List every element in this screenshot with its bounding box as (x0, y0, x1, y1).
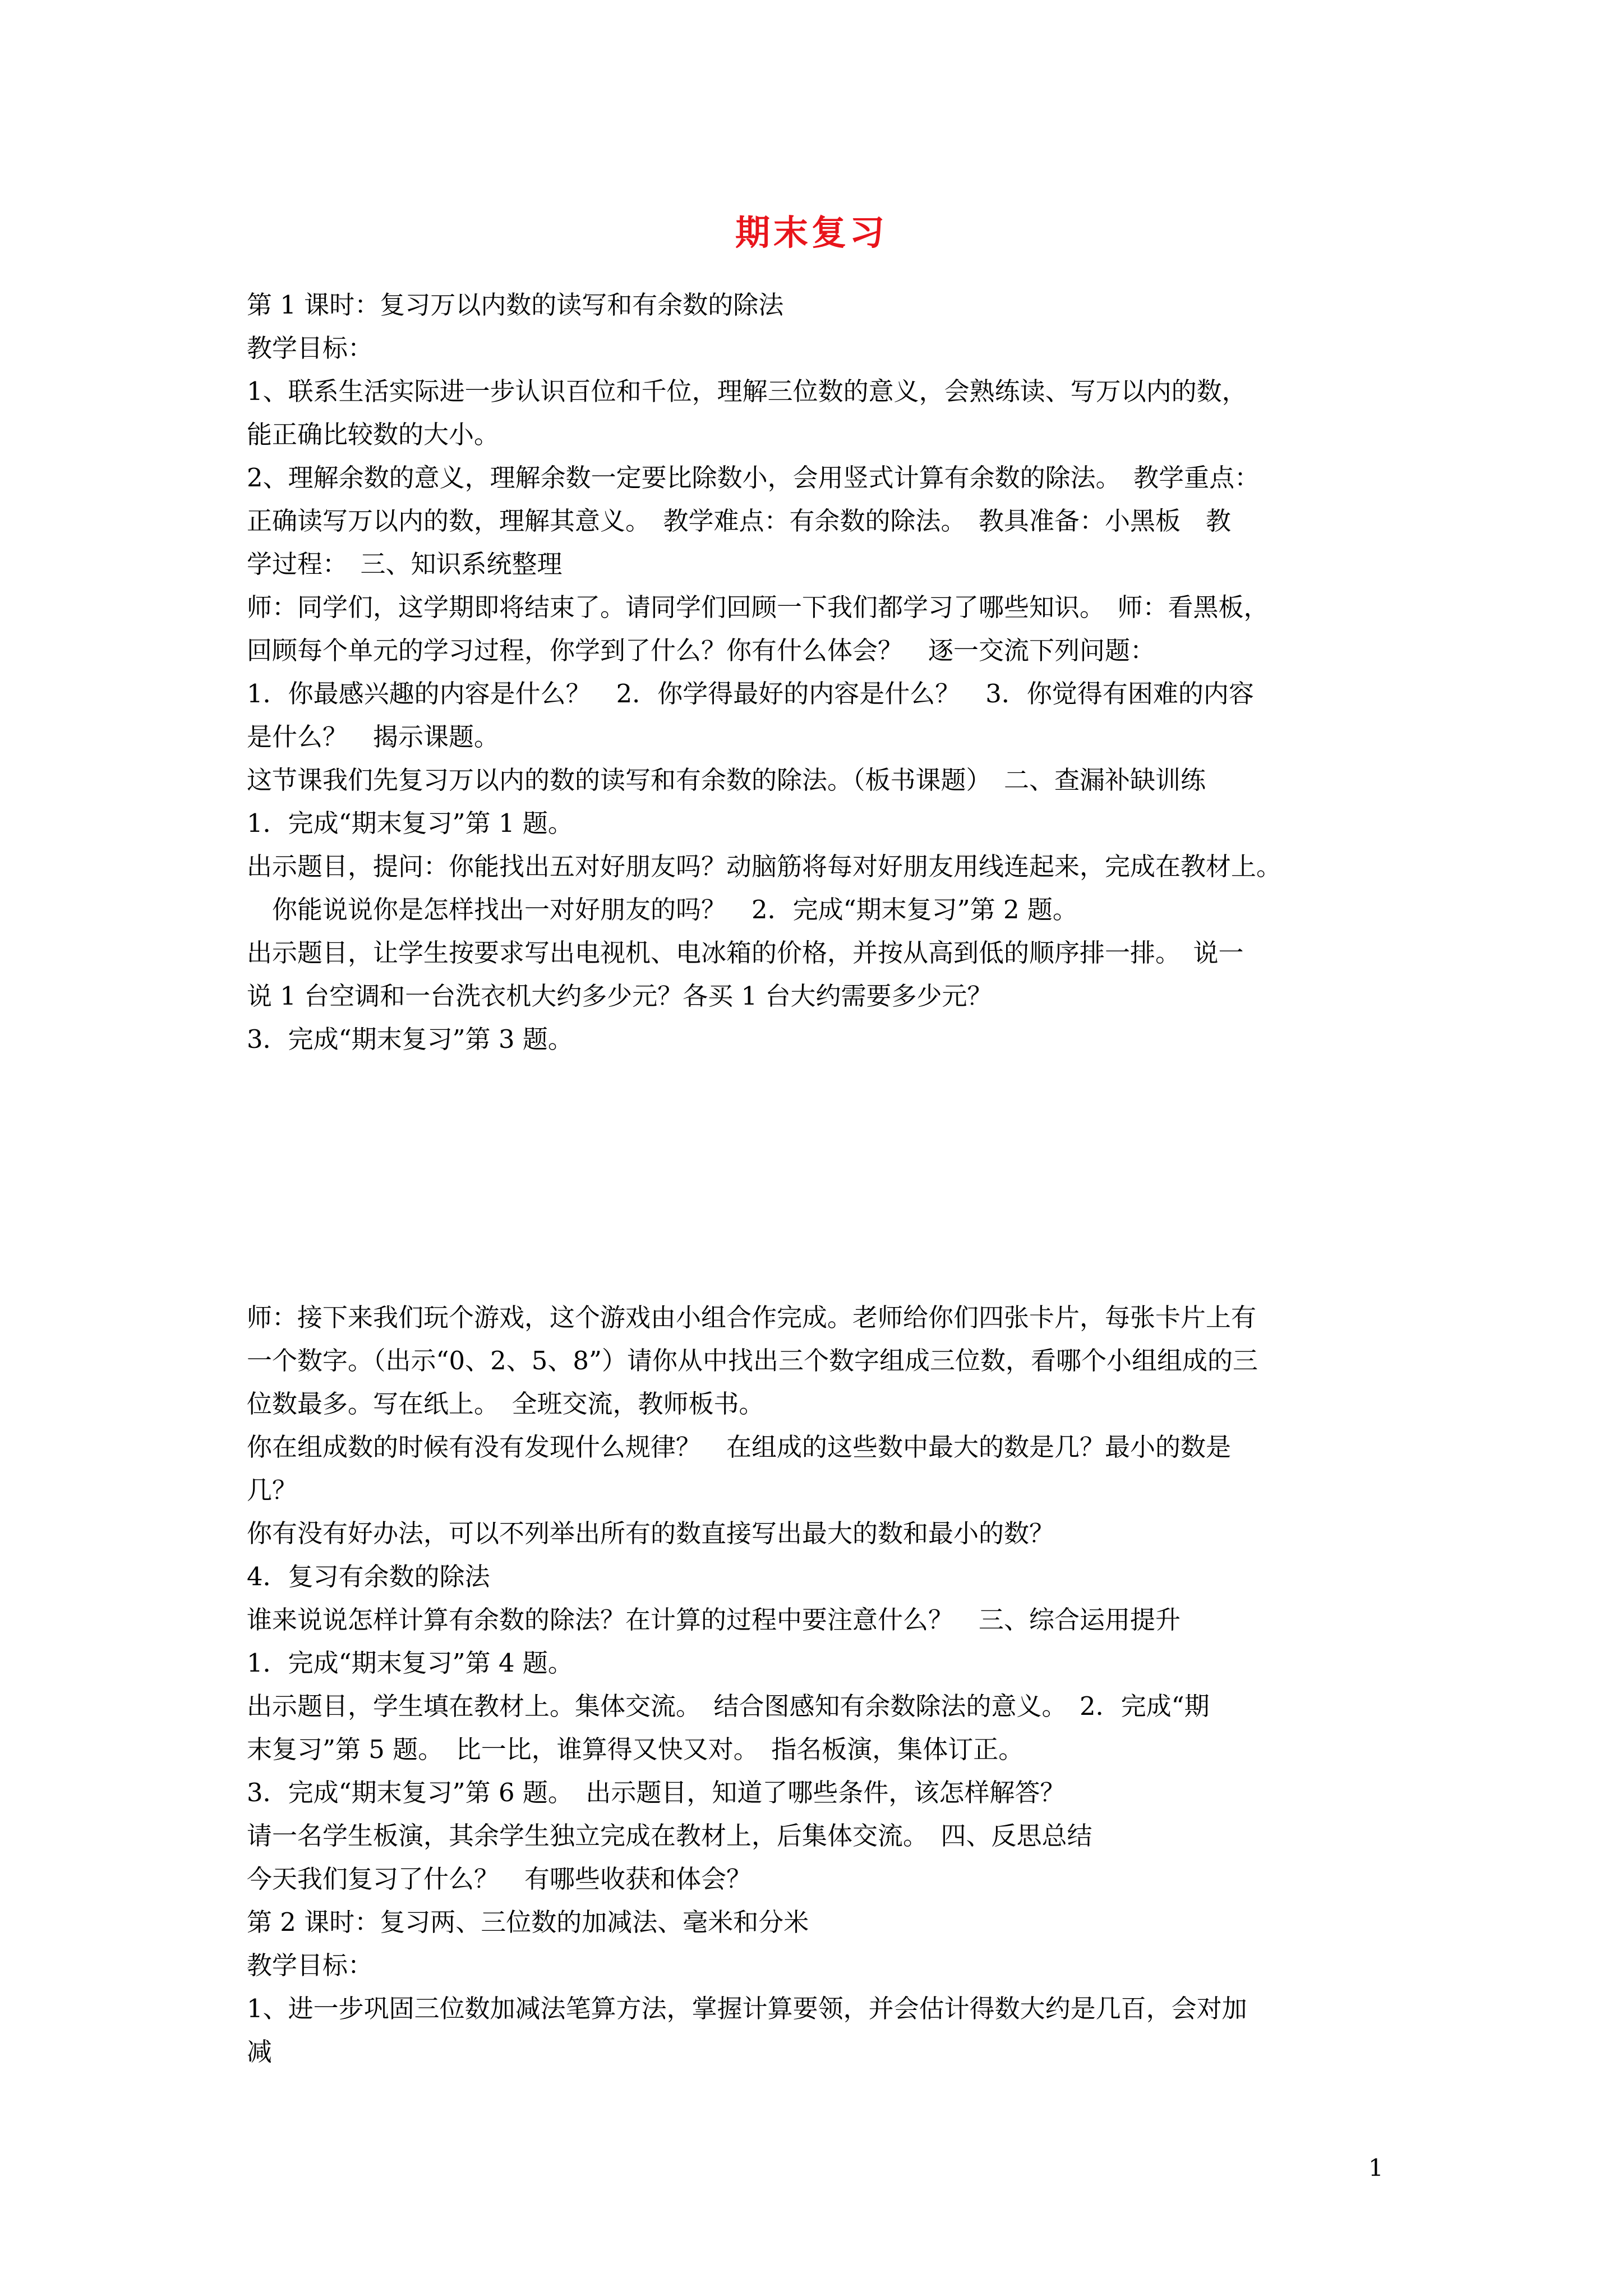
paragraph-line: 回顾每个单元的学习过程，你学到了什么？你有什么体会？ 逐一交流下列问题： (247, 636, 1156, 665)
paragraph-line: 1．完成“期末复习”第 1 题。 (247, 808, 573, 838)
paragraph-line: 位数最多。写在纸上。 全班交流，教师板书。 (247, 1389, 764, 1419)
paragraph-line: 师：接下来我们玩个游戏，这个游戏由小组合作完成。老师给你们四张卡片，每张卡片上有 (247, 1303, 1257, 1332)
paragraph-line: 谁来说说怎样计算有余数的除法？在计算的过程中要注意什么？ 三、综合运用提升 (247, 1605, 1181, 1635)
text-block-upper (247, 283, 1402, 1061)
paragraph-line: 减 (247, 2037, 273, 2067)
page-number: 1 (1368, 2154, 1384, 2182)
paragraph-line: 1．完成“期末复习”第 4 题。 (247, 1648, 573, 1678)
paragraph-line: 1．你最感兴趣的内容是什么？ 2．你学得最好的内容是什么？ 3．你觉得有困难的内容 (247, 679, 1254, 708)
paragraph-line: 第 2 课时：复习两、三位数的加减法、毫米和分米 (247, 1907, 809, 1937)
paragraph-line: 教学目标： (247, 1950, 374, 1980)
paragraph-line: 你在组成数的时候有没有发现什么规律？ 在组成的这些数中最大的数是几？最小的数是 (247, 1432, 1232, 1462)
paragraph-line: 1、联系生活实际进一步认识百位和千位，理解三位数的意义，会熟练读、写万以内的数， (247, 376, 1247, 406)
paragraph-line: 学过程： 三、知识系统整理 (247, 549, 562, 579)
paragraph-line: 出示题目，学生填在教材上。集体交流。 结合图感知有余数除法的意义。 2．完成“期 (247, 1691, 1210, 1721)
paragraph-line: 是什么？ 揭示课题。 (247, 722, 500, 752)
paragraph-line: 你有没有好办法，可以不列举出所有的数直接写出最大的数和最小的数？ (247, 1519, 1055, 1548)
paragraph-line: 3．完成“期末复习”第 6 题。 出示题目，知道了哪些条件，该怎样解答？ (247, 1778, 1066, 1807)
paragraph-line: 教学目标： (247, 333, 374, 363)
paragraph-line: 请一名学生板演，其余学生独立完成在教材上，后集体交流。 四、反思总结 (247, 1821, 1092, 1851)
paragraph-line: 一个数字。（出示“0、2、5、8”）请你从中找出三个数字组成三位数，看哪个小组组成的三 (247, 1346, 1258, 1375)
paragraph-line: 几？ (247, 1475, 298, 1505)
paragraph-line: 末复习”第 5 题。 比一比，谁算得又快又对。 指名板演，集体订正。 (247, 1734, 1024, 1764)
document-title: 期末复习 (735, 212, 888, 253)
paragraph-line: 出示题目，提问：你能找出五对好朋友吗？动脑筋将每对好朋友用线连起来，完成在教材上。 (247, 852, 1282, 881)
paragraph-line: 师：同学们，这学期即将结束了。请同学们回顾一下我们都学习了哪些知识。 师：看黑板， (247, 592, 1269, 622)
text-block-lower (247, 1296, 1402, 2073)
paragraph-line: 今天我们复习了什么？ 有哪些收获和体会？ (247, 1864, 752, 1894)
paragraph-line: 正确读写万以内的数，理解其意义。 教学难点：有余数的除法。 教具准备：小黑板 教 (247, 506, 1232, 536)
paragraph-line: 说 1 台空调和一台洗衣机大约多少元？各买 1 台大约需要多少元？ (247, 981, 993, 1011)
paragraph-line: 2、理解余数的意义，理解余数一定要比除数小，会用竖式计算有余数的除法。 教学重点： (247, 463, 1260, 493)
paragraph-line: 能正确比较数的大小。 (247, 420, 500, 449)
paragraph-line: 第 1 课时：复习万以内数的读写和有余数的除法 (247, 290, 784, 320)
paragraph-line: 1、进一步巩固三位数加减法笔算方法，掌握计算要领，并会估计得数大约是几百，会对加 (247, 1994, 1247, 2023)
paragraph-line: 这节课我们先复习万以内的数的读写和有余数的除法。（板书课题） 二、查漏补缺训练 (247, 765, 1206, 795)
paragraph-line: 3．完成“期末复习”第 3 题。 (247, 1024, 573, 1054)
paragraph-line: 你能说说你是怎样找出一对好朋友的吗？ 2．完成“期末复习”第 2 题。 (247, 895, 1078, 924)
paragraph-line: 4．复习有余数的除法 (247, 1562, 490, 1591)
paragraph-line: 出示题目，让学生按要求写出电视机、电冰箱的价格，并按从高到低的顺序排一排。 说一 (247, 938, 1244, 968)
